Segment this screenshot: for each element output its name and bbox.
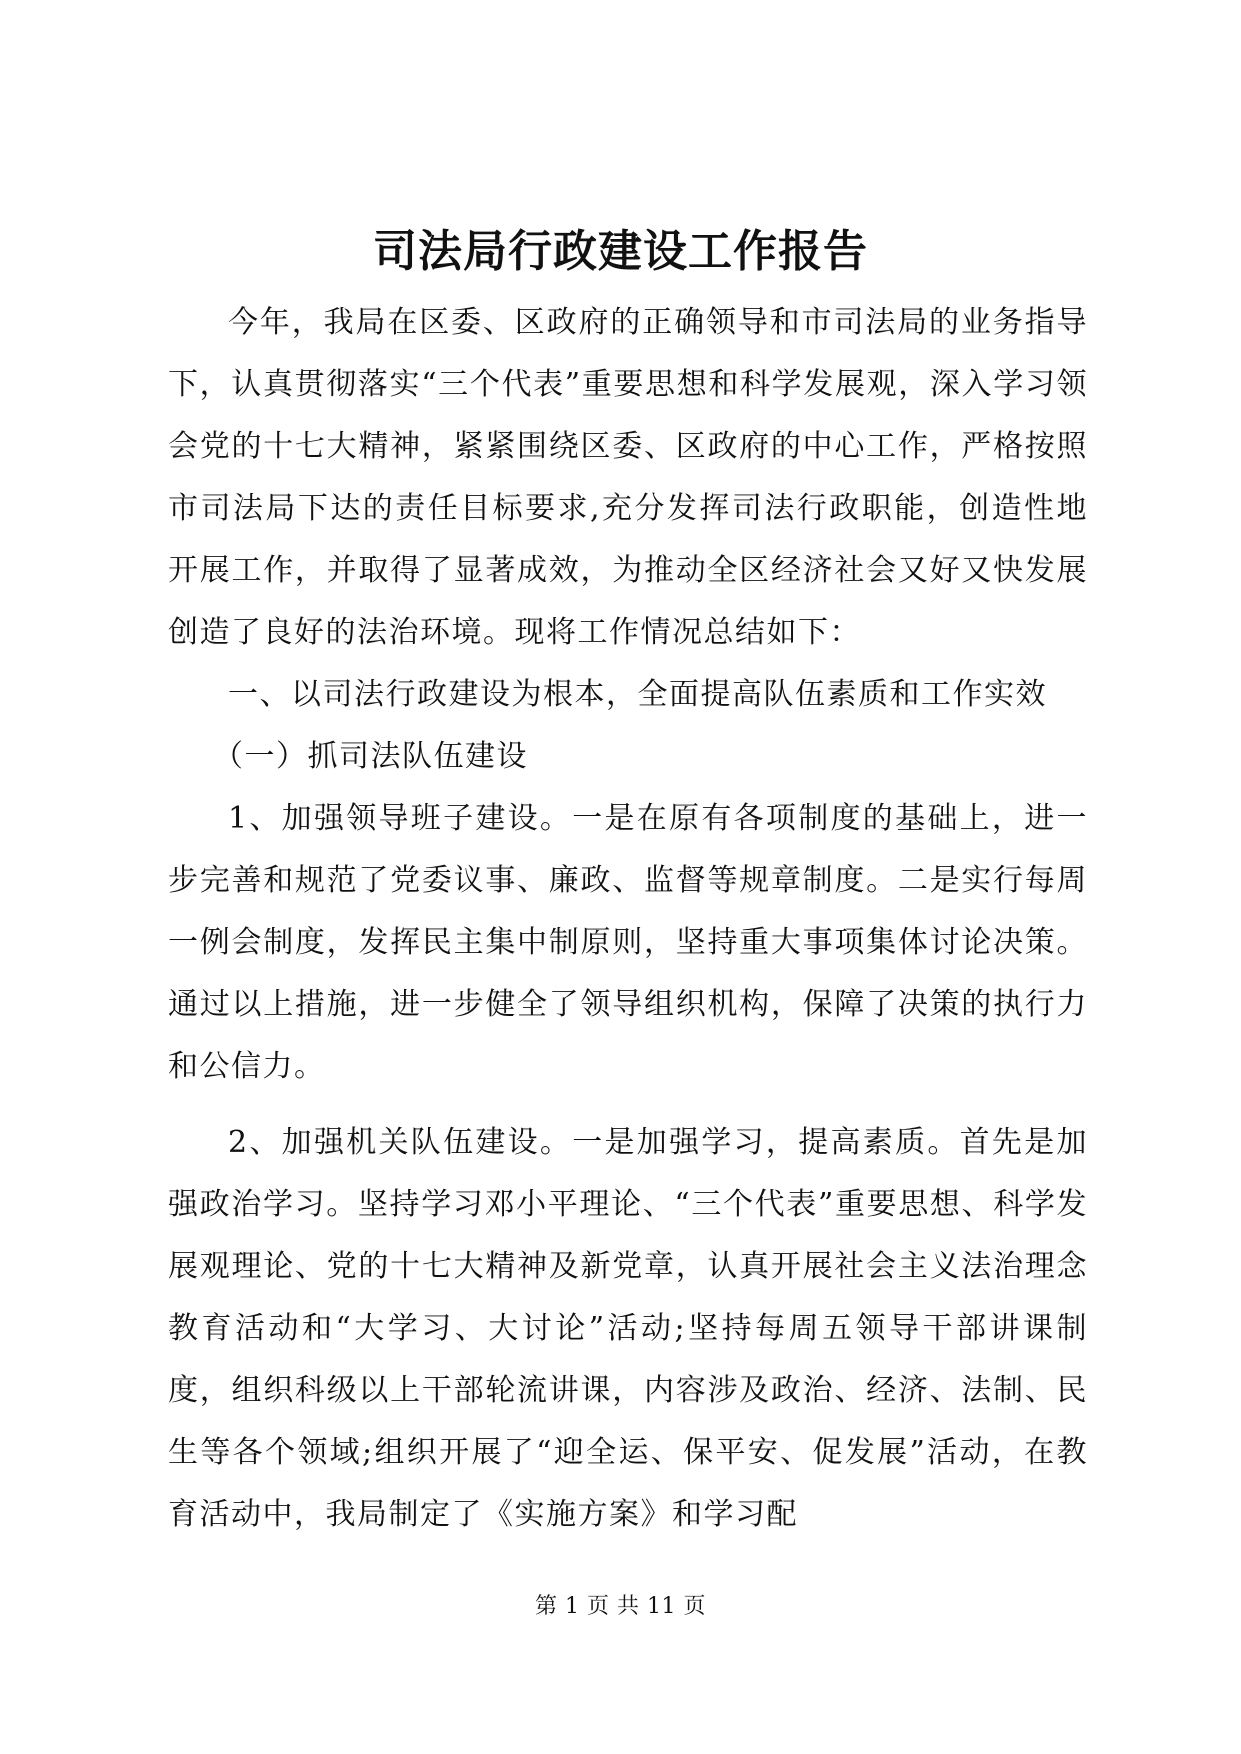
page-footer: 第 1 页 共 11 页 [535, 1594, 706, 1619]
intro-paragraph: 今年，我局在区委、区政府的正确领导和市司法局的业务指导下，认真贯彻落实“三个代表”重要思想和科学发展观，深入学习领会党的十七大精神，紧紧围绕区委、区政府的中心工作，严格按照市司法局下达的责任目标要求,充分发挥司法行政职能，创造性地开展工作，并取得了显著成效，为推动全区经济社会又好又快发展创造了良好的法治环境。现将工作情况总结如下： [168, 305, 1088, 650]
document-title: 司法局行政建设工作报告 [373, 226, 868, 277]
paragraph-staff: 2、加强机关队伍建设。一是加强学习，提高素质。首先是加强政治学习。坚持学习邓小平理论、“三个代表”重要思想、科学发展观理论、党的十七大精神及新党章，认真开展社会主义法治理念教育活动和“大学习、大讨论”活动;坚持每周五领导干部讲课制度，组织科级以上干部轮流讲课，内容涉及政治、经济、法制、民生等各个领域;组织开展了“迎全运、保平安、促发展”活动，在教育活动中，我局制定了《实施方案》和学习配 [168, 1125, 1088, 1532]
paragraph-leadership: 1、加强领导班子建设。一是在原有各项制度的基础上，进一步完善和规范了党委议事、廉政、监督等规章制度。二是实行每周一例会制度，发挥民主集中制原则，坚持重大事项集体讨论决策。通过以上措施，进一步健全了领导组织机构，保障了决策的执行力和公信力。 [168, 801, 1088, 1084]
section-heading-1: 一、以司法行政建设为根本，全面提高队伍素质和工作实效 [228, 677, 1047, 712]
document-body [168, 292, 1088, 1546]
subsection-heading-1: （一）抓司法队伍建设 [213, 739, 528, 774]
